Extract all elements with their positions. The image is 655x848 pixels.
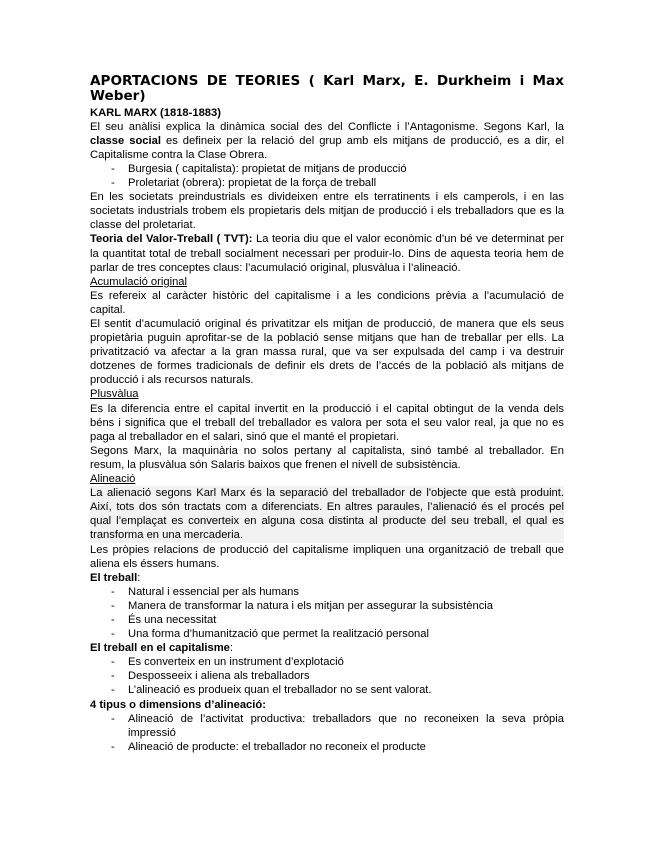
acumulacio-heading: Acumulació original: [90, 275, 188, 288]
alineacio-paragraph-2: Les pròpies relacions de producció del capitalisme impliquen una organització de treball que aliena els éssers humans.: [90, 543, 564, 570]
capitalisme-heading-line: [90, 641, 564, 655]
marx-heading: KARL MARX (1818-1883): [90, 106, 221, 119]
alineacio-heading: Alineació: [90, 473, 136, 486]
treball-colon: :: [137, 571, 141, 584]
capitalisme-list: [90, 655, 564, 697]
tvt-paragraph: [90, 232, 564, 274]
list-item: - Alineació de producte: el treballador no reconeix el producte: [90, 740, 564, 754]
acumulacio-paragraph-2: El sentit d’acumulació original és privatitzar els mitjan de producció, de manera que els seus propietària puguin aprofitar-se de la població sense mitjans que han de treballar per ells. La privatització va afectar a la gran massa rural, que va ser expulsada del camp i va destruir dotzenes de formes tradicionals de definir els drets de l’accés de la població als mitjans de producció i als recursos naturals.: [90, 318, 564, 387]
list-item: - Burgesia ( capitalista): propietat de mitjans de producció: [90, 162, 564, 176]
tvt-heading: Teoria del Valor-Treball ( TVT):: [90, 233, 253, 246]
list-item: - L’alineació es produeix quan el treballador no se sent valorat.: [90, 683, 564, 697]
list-item: - Proletariat (obrera): propietat de la força de treball: [90, 176, 564, 190]
list-item: - Es converteix en un instrument d’explotació: [90, 655, 564, 669]
classes-list: [90, 162, 564, 190]
intro-bold-term: classe social: [90, 134, 161, 147]
intro-text-after: es defineix per la relació del grup amb els mitjans de producció, es a dir, el Capitalisme contra la Clase Obrera.: [90, 134, 564, 161]
list-item: - És una necessitat: [90, 613, 564, 627]
treball-heading-line: [90, 571, 564, 585]
plusvalua-paragraph-1: Es la diferencia entre el capital invertit en la producció i el capital obtingut de la venda dels béns i significa que el treball del treballador es valora per sota el seu valor real, ja que no es paga al treballador en el salari, sinó que el manté el propietari.: [90, 402, 564, 443]
document-content: [90, 74, 564, 754]
tvt-text: La teoria diu que el valor econòmic d’un bé ve determinat per la quantitat total de treball socialment necessari per produir-lo. Dins de aquesta teoria hem de parlar de tres conceptes claus: l’acumulació original, plusvàlua i l’alineació.: [90, 233, 564, 274]
list-item: - Desposseeix i aliena als treballadors: [90, 669, 564, 683]
list-item: - Manera de transformar la natura i els mitjan per assegurar la subsistència: [90, 599, 564, 613]
title-line-2: Weber): [90, 88, 146, 105]
plusvalua-paragraph-2: Segons Marx, la maquinària no solos pertany al capitalista, sinó també al treballador. En resum, la plusvàlua són Salaris baixos que frenen el nivell de subsistència.: [90, 444, 564, 471]
title-line-1: APORTACIONS DE TEORIES ( Karl Marx, E. Durkheim i Max: [90, 73, 564, 89]
intro-text-before: El seu anàlisi explica la dinàmica social des del Conflicte i l’Antagonisme. Segons Karl, la: [90, 120, 564, 133]
dimensions-heading: 4 tipus o dimensions d’alineació:: [90, 698, 266, 711]
list-item: - Natural i essencial per als humans: [90, 585, 564, 599]
intro-paragraph: [90, 120, 564, 162]
document-title: [90, 74, 564, 105]
treball-heading: El treball: [90, 571, 138, 584]
plusvalua-heading: Plusvàlua: [90, 388, 139, 401]
capitalisme-colon: :: [229, 642, 234, 655]
alineacio-paragraph-1: La alienació segons Karl Marx és la separació del treballador de l'objecte que està produint. Així, tots dos són tractats com a diferenciats. En altres paraules, l’alienació és el procés pel qual l’emplaçat es converteix en alguna cosa distinta al producte del seu treball, el qual es transforma en una mercaderia.: [90, 487, 564, 542]
list-item: - Alineació de l’activitat productiva: treballadors que no reconeixen la seva pròpia impressió: [90, 712, 564, 740]
societies-paragraph: En les societats preindustrials es divideixen entre els terratinents i els camperols, i en las societats industrials trobem els propietaris dels mitjan de producció i els treballadors que es la classe del proletariat.: [90, 191, 564, 232]
acumulacio-paragraph-1: Es refereix al caràcter històric del capitalisme i a les condicions prèvia a l’acumulació de capital.: [90, 289, 564, 316]
capitalisme-heading: El treball en el capitalisme: [90, 642, 230, 655]
list-item: - Una forma d’humanització que permet la realització personal: [90, 627, 564, 641]
dimensions-list: [90, 712, 564, 754]
treball-list: [90, 585, 564, 641]
